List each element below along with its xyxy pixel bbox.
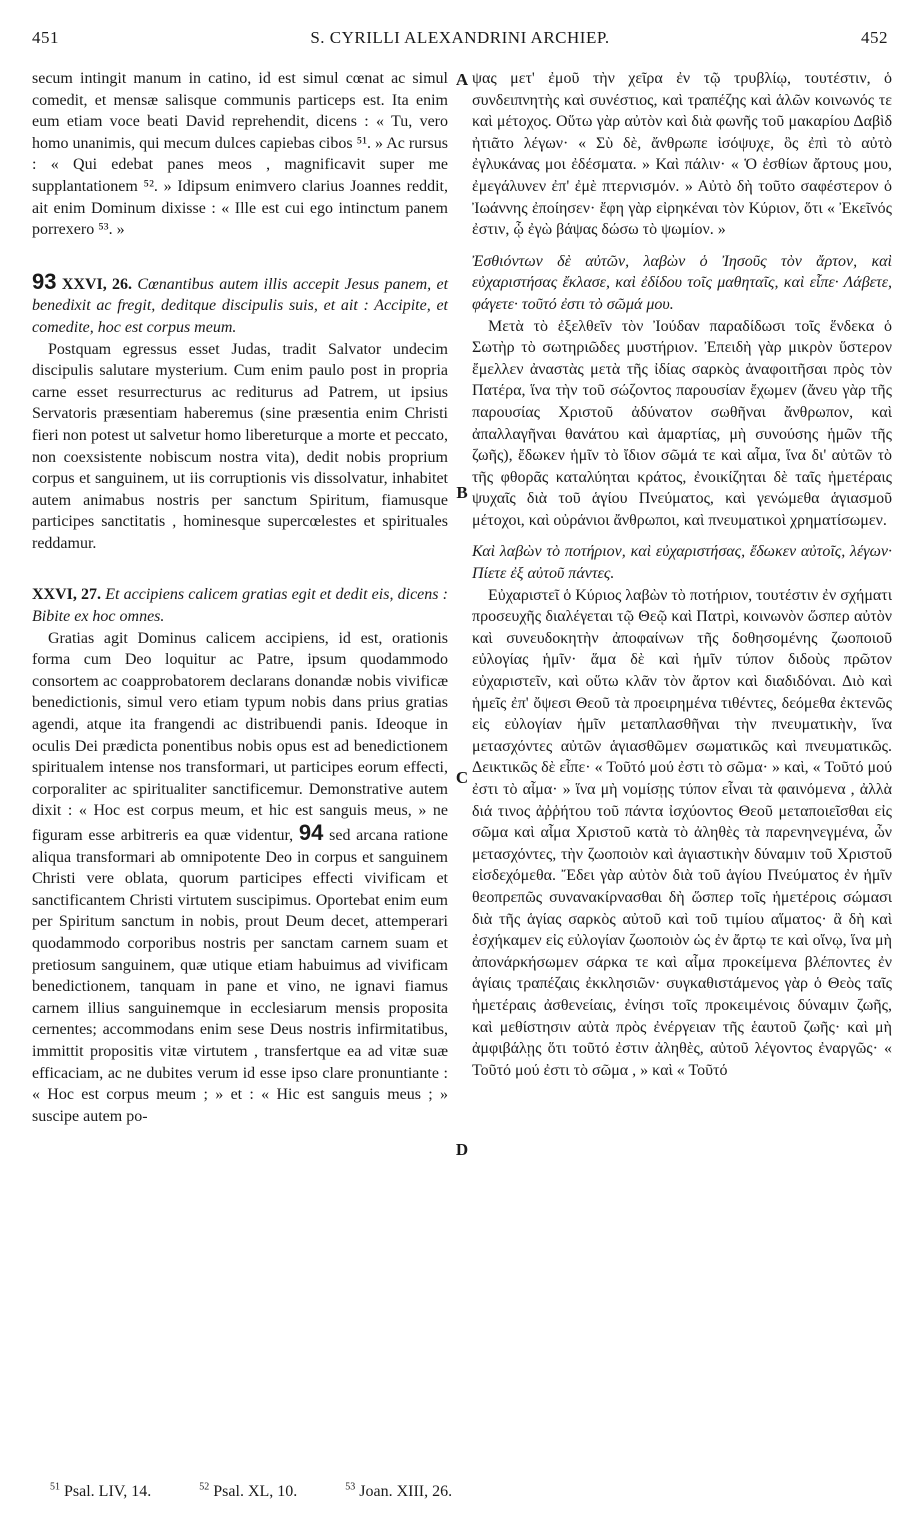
- col-number-94: 94: [298, 820, 324, 845]
- footnotes: [50, 1482, 870, 1501]
- footnote-52: $^{52}$ Psal. XL, 10.: [199, 1482, 298, 1501]
- greek-paragraph-1: ψας μετ' ἐμοῦ τὴν χεῖρα ἐν τῷ τρυβλίῳ, τουτέστιν, ὁ συνδειπνητὴς καὶ συνέστιος, καὶ τραπέζης καὶ ἁλῶν κοινωνός τε καὶ μέτοχος. Οὕτω γὰρ αὐτὸν καὶ διὰ φωνῆς τοῦ μακαρίου Δαβὶδ ἠτιᾶτο λέγων· « Σὺ δὲ, ἄνθρωπε ἰσόψυχε, ὃς ἐπὶ τὸ αὐτὸ ἐγλυκάνας μοι ἐδέσματα. » Καὶ πάλιν· « Ὁ ἐσθίων ἄρτους μου, ἐμεγάλυνεν ἐπ' ἐμὲ πτερνισμόν. » Αὐτὸ δὴ τοῦτο σαφέστερον ὁ Ἰωάννης ἐποίησεν· ἔφη γὰρ εἰρηκέναι τὸν Κύριον, ὅτι « Ἐκεῖνός ἐστιν, ᾧ ἐγὼ βάψας δώσω τὸ ψωμίον. »: [472, 70, 892, 239]
- greek-paragraph-2: Μετὰ τὸ ἐξελθεῖν τὸν Ἰούδαν παραδίδωσι τοῖς ἕνδεκα ὁ Σωτὴρ τὸ σωτηριῶδες μυστήριον. Ἐπειδὴ γὰρ μικρὸν ὕστερον ἔμελλεν ἀναστὰς μετὰ τῆς ἰδίας σαρκὸς ἀναφοιτῆσαι πρὸς τὸν Πατέρα, ἵνα τὴν τοῦ σώζοντος παρουσίαν ἔχωμεν (ἄνευ γὰρ τῆς παρουσίας Χριστοῦ ἀδύνατον σωθῆναι ἄνθρωπον, καὶ ἀπαλλαγῆναι θανάτου καὶ ἁμαρτίας, μὴ συνούσης ἡμῶν τῆς ζωῆς), ἔδωκεν ἡμῖν τὸ ἴδιον σῶμά τε καὶ αἷμα, ἵνα δι' αὐτῶν τὸ τῆς φθορᾶς καταλύηται κράτος, ἐνοικίζηται δὲ ταῖς ἡμετέραις ψυχαῖς διὰ τοῦ ἁγίου Πνεύματος, καὶ γενώμεθα ἁγιασμοῦ μέτοχοι, καὶ οὐράνιοι ἄνθρωποι, καὶ πνευματικοὶ χρηματίσωμεν.: [472, 317, 892, 529]
- margin-marker-d: D: [455, 1140, 469, 1159]
- margin-marker-c: C: [455, 768, 469, 787]
- page-number-left: 451: [32, 28, 59, 47]
- latin-paragraph-1: secum intingit manum in catino, id est simul cœnat ac simul comedit, et mensæ salisque communis particeps est. Ita enim eum etiam voce beati David reprehendit, dicens : « Tu, vero homo unanimis, qui mecum dulces capiebas cibos ⁵¹. » Ac rursus : « Qui edebat panes meos , magnificavit super me supplantationem ⁵². » Idipsum enimvero clarius Joannes reddit, ait enim Dominum dixisse : « Ille est cui ego intinctum panem porrexero ⁵³. »: [32, 70, 448, 239]
- verse-ref-27: XXVI, 27.: [32, 586, 102, 604]
- greek-paragraph-3: Εὐχαριστεῖ ὁ Κύριος λαβὼν τὸ ποτήριον, τουτέστιν ἐν σχήματι προσευχῆς διαλέγεται τῷ Θεῷ καὶ Πατρὶ, κοινωνὸν ὥσπερ αὐτὸν καὶ συνευδοκητὴν ἀποφαίνων τῆς δοθησομένης ζωοποιοῦ εὐλογίας ἡμῖν· ἅμα δὲ καὶ ἡμῖν τύπον διδοὺς πρῶτον εὐχαριστεῖν, καὶ οὕτω κλᾶν τὸν ἄρτον καὶ διαδιδόναι. Διὸ καὶ ἡμεῖς ἐπ' ὄψεσι Θεοῦ τὰ προειρημένα τιθέντες, δεόμεθα ἐκτενῶς εἰς εὐλογίαν ἡμῖν μεταπλασθῆναι τὴν πνευματικὴν, ἵνα μετασχόντες αὐτῶν ἁγιασθῶμεν σωματικῶς καὶ πνευματικῶς. Δεικτικῶς δὲ εἶπε· « Τοῦτό μού ἐστι τὸ σῶμα· » καὶ, « Τοῦτό μού ἐστι τὸ αἷμα· » ἵνα μὴ νομίσῃς τύπον εἶναι τὰ φαινόμενα , ἀλλὰ διά τινος ἀῤῥήτου τοῦ πάντα ἰσχύοντος Θεοῦ μεταποιεῖσθαι εἰς σῶμα καὶ αἷμα Χριστοῦ κατὰ τὸ ἀληθὲς τὰ παρενηνεγμένα, ὧν μετασχόντες, τὴν ζωοποιὸν καὶ ἁγιαστικὴν δύναμιν τοῦ Χριστοῦ εἰσδεχόμεθα. Ἔδει γὰρ αὐτὸν διὰ τοῦ ἁγίου Πνεύματος ἐν ἡμῖν θεοπρεπῶς συνανακίρνασθαι δὴ ὥσπερ τοῖς ἡμετέροις σώμασι διὰ τῆς ἁγίας σαρκὸς αὐτοῦ καὶ τοῦ τιμίου αἵματος· ἃ δὴ καὶ ἐσχήκαμεν εἰς εὐλογίαν ζωοποιὸν ὡς ἐν ἄρτῳ τε καὶ οἴνῳ, ἵνα μὴ ἀπονάρκήσωμεν σάρκα τε καὶ αἷμα προκείμενα βλέποντες ἐν ἁγίαις τραπέζαις ἐκκλησιῶν· συγκαθιστάμενος γὰρ ὁ Θεὸς ταῖς ἡμετέραις ἀσθενείαις, ἐνίησι τοῖς προκειμένοις δύναμιν ζωῆς, καὶ μεθίστησιν αὐτὰ πρὸς ἐνέργειαν τῆς ἑαυτοῦ ζωῆς· καὶ μὴ ἀμφιβάλῃς ὅτι τοῦτό ἐστιν ἀληθὲς, αὐτοῦ λέγοντος ἐναργῶς· « Τοῦτό μού ἐστι τὸ σῶμα , » καὶ « Τοῦτό: [472, 586, 893, 1079]
- verse-ref-26: XXVI, 26.: [61, 275, 133, 293]
- footnote-51: $^{51}$ Psal. LIV, 14.: [50, 1482, 152, 1501]
- latin-paragraph-3a: Gratias agit Dominus calicem accipiens, id est, orationis forma cum Deo loquitur ac Patre, ipsum quodammodo consortem ac coapprobatorem declarans donandæ nobis vivificæ benedictionis, simul vero etiam typum nobis dans prius gratias agendi, atque ita frangendi ac distribuendi panis. Ideoque in oculis Dei prædicta ponentibus nobis opus est ad benedictionem spiritualem intense nos transformari, ut participes eorum effecti, corporaliter ac spiritualiter sanctificemur. Demonstrative autem dixit : « Hoc est corpus meum, et hic est sanguis meus, » ne figuram esse arbitreris ea quæ videntur,: [32, 629, 448, 844]
- margin-marker-b: B: [456, 483, 468, 502]
- latin-lemma-2-text: Et accipiens calicem gratias egit et dedit eis, dicens : Bibite ex hoc omnes.: [32, 586, 448, 626]
- col-number-93: 93: [32, 268, 57, 294]
- latin-lemma-2: [32, 584, 448, 627]
- latin-paragraph-3b: sed arcana ratione aliqua transformari ab omnipotente Deo in corpus et sanguinem Christi vere oblata, quorum participes effecti vivificam et sanctificantem Christi virtutem suscipimus. Oportebat enim eum per Spiritum sanctum in nobis, prout Deum decet, attemperari quodammodo corporibus nostris per sanctam carnem suam et pretiosum sanguinem, quæ utique etiam habuimus ad vivificam benedictionem, tanquam in pane et vino, ne ignavi fiamus carnem illius sanguinemque in ecclesiarum mensis proposita cernentes; accommodans enim sese Deus nostris infirmitatibus, immittit propositis vitæ virtutem , transfertque ea ad vitæ suæ efficaciam, ac ne dubites verum id esse ipso clare pronuntiante : « Hoc est corpus meum ; » et : « Hic est sanguis meus ; » suscipe autem po-: [32, 827, 449, 1125]
- latin-lemma-1-text: Cœnantibus autem illis accepit Jesus panem, et benedixit ac fregit, deditque discipulis suis, et ait : Accipite, et comedite, hoc est corpus meum.: [32, 275, 449, 336]
- running-header: [32, 28, 888, 62]
- greek-lemma-2: Καὶ λαβὼν τὸ ποτήριον, καὶ εὐχαριστήσας, ἔδωκεν αὐτοῖς, λέγων· Πίετε ἐξ αὐτοῦ πάντες.: [472, 543, 892, 583]
- greek-column: [472, 68, 892, 1081]
- page-number-right: 452: [861, 28, 888, 47]
- running-title: S. CYRILLI ALEXANDRINI ARCHIEP.: [310, 28, 610, 47]
- latin-column: [32, 68, 448, 1127]
- greek-lemma-1: Ἐσθιόντων δὲ αὐτῶν, λαβὼν ὁ Ἰησοῦς τὸν ἄρτον, καὶ εὐχαριστήσας ἔκλασε, καὶ ἐδίδου τοῖς μαθηταῖς, καὶ εἶπε· Λάβετε, φάγετε· τοῦτό ἐστι τὸ σῶμά μου.: [472, 252, 892, 313]
- latin-paragraph-2: Postquam egressus esset Judas, tradit Salvator undecim discipulis salutare mysterium. Cum enim paulo post in propria carne esset resurrecturus ac rediturus ad Patrem, ut ipsius Servatoris præsentiam haberemus (sine præsentia enim Christi fieri non potest ut salvetur homo libereturque a morte et peccato, non coexsistente nobiscum nostra vita), dedit nobis proprium corpus et sanguinem, ut iis corruptionis vis dissolvatur, inhabitet autem animabus nostris per sanctum Spiritum, fiamusque participes sanctitatis , hominesque supercœlestes et spirituales reddamur.: [32, 340, 448, 552]
- footnote-53: $^{53}$ Joan. XIII, 26.: [345, 1482, 453, 1501]
- latin-lemma-1: [32, 268, 449, 339]
- margin-marker-a: A: [455, 70, 469, 89]
- latin-paragraph-3: [32, 628, 448, 1128]
